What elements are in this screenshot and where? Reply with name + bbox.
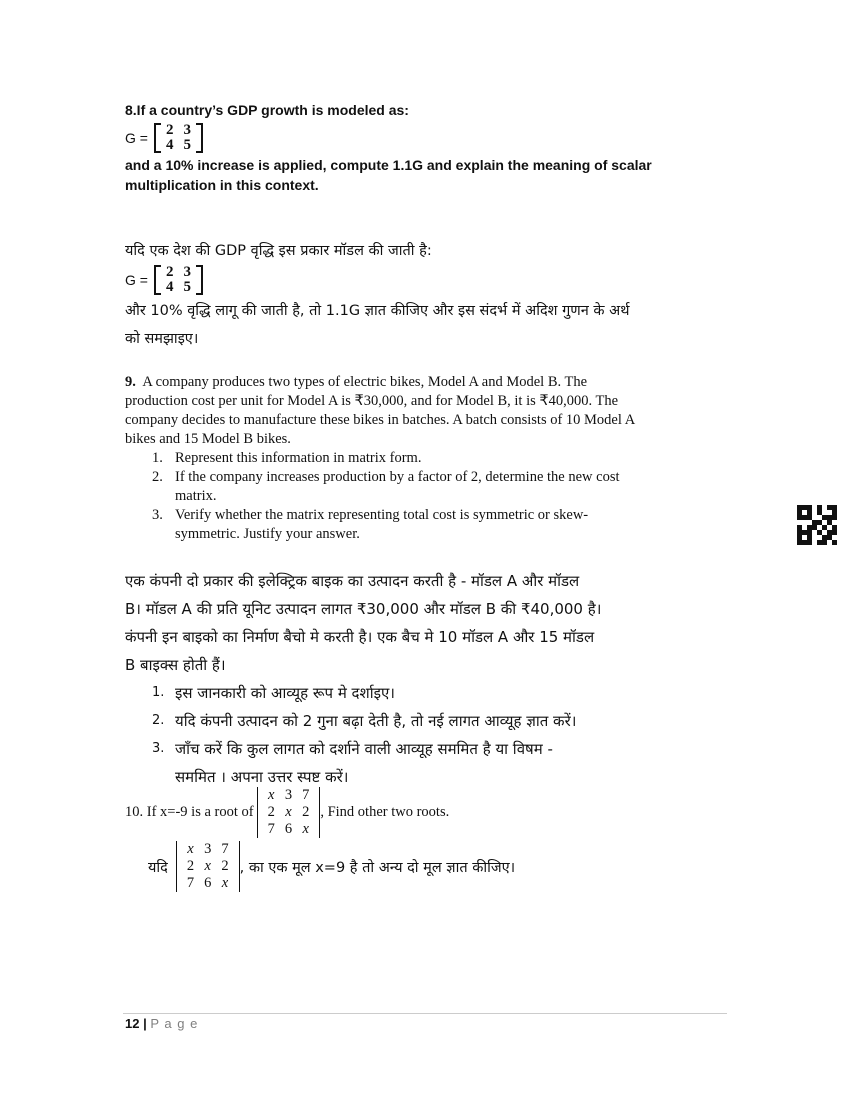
- q9-hi-item: [125, 735, 725, 763]
- cell: 6: [204, 875, 212, 891]
- q9-en-item-cont: symmetric. Justify your answer.: [175, 526, 360, 542]
- cell: 3: [183, 264, 191, 280]
- q10-en-row: [125, 787, 449, 838]
- q10-en-prefix: 10. If x=-9 is a root of: [125, 804, 254, 820]
- q9-hi-line: एक कंपनी दो प्रकार की इलेक्ट्रिक बाइक का उत्पादन करती है - मॉडल A और मॉडल: [125, 572, 580, 590]
- item-text: Verify whether the matrix representing total cost is symmetric or skew-: [175, 507, 589, 523]
- item-text: इस जानकारी को आव्यूह रूप मे दर्शाइए।: [175, 684, 395, 702]
- q9-en-line: company decides to manufacture these bikes in batches. A batch consists of 10 Model A: [125, 412, 636, 428]
- q10-hi-prefix: यदि: [148, 859, 168, 876]
- item-number: 3.: [152, 507, 163, 523]
- cell: 6: [284, 821, 293, 837]
- q10-determinant: [176, 841, 240, 892]
- item-number: 2.: [152, 469, 163, 485]
- cell: 2: [302, 804, 310, 820]
- q9-hi-line: B बाइक्स होती हैं।: [125, 656, 226, 674]
- page-number: 12: [125, 1016, 140, 1031]
- cell: 3: [284, 787, 293, 803]
- q8-en-line1: 8.If a country’s GDP growth is modeled as:: [125, 102, 409, 118]
- q9-en-item: [125, 449, 725, 468]
- cell: x: [302, 821, 309, 837]
- item-text: If the company increases production by a factor of 2, determine the new cost: [175, 469, 620, 485]
- q9-en-line: bikes and 15 Model B bikes.: [125, 431, 291, 447]
- item-text: Represent this information in matrix form.: [175, 450, 422, 466]
- cell: 4: [165, 137, 174, 153]
- q9-hi-item: [125, 679, 725, 707]
- qr-code-icon: [797, 505, 837, 545]
- qr-module: [832, 540, 837, 545]
- cell: 2: [221, 858, 229, 874]
- item-number: 1.: [152, 685, 165, 700]
- q10-hi-row: [148, 841, 515, 892]
- page-footer: [125, 1016, 198, 1031]
- cell: 7: [186, 875, 195, 891]
- page-separator: |: [143, 1016, 147, 1031]
- cell: x: [285, 804, 292, 820]
- q9-hi-block: [125, 567, 725, 791]
- q9-en-line: A company produces two types of electric bikes, Model A and Model B. The: [142, 374, 588, 390]
- q10-hi-suffix: , का एक मूल x=9 है तो अन्य दो मूल ज्ञात कीजिए।: [239, 859, 516, 876]
- q8-en-line2: and a 10% increase is applied, compute 1.1G and explain the meaning of scalar: [125, 157, 652, 173]
- gdp-matrix: [154, 123, 203, 153]
- item-number: 1.: [152, 450, 163, 466]
- q8-hi-line1: यदि एक देश की GDP वृद्धि इस प्रकार मॉडल की जाती है:: [125, 243, 432, 259]
- item-number: 2.: [152, 713, 165, 728]
- q9-hi-line: कंपनी इन बाइको का निर्माण बैचो मे करती है। एक बैच मे 10 मॉडल A और 15 मॉडल: [125, 628, 595, 646]
- page-word: P a g e: [150, 1016, 199, 1031]
- item-text: यदि कंपनी उत्पादन को 2 गुना बढ़ा देती है, तो नई लागत आव्यूह ज्ञात करें।: [175, 712, 577, 730]
- cell: 7: [302, 787, 310, 803]
- q9-number: 9.: [125, 374, 136, 390]
- cell: 7: [221, 841, 229, 857]
- cell: x: [187, 841, 194, 857]
- q9-en-item: [125, 468, 725, 487]
- cell: x: [268, 787, 275, 803]
- q9-en-block: [125, 373, 725, 544]
- q9-hi-item-cont: सममित । अपना उत्तर स्पष्ट करें।: [175, 768, 349, 786]
- item-text: जाँच करें कि कुल लागत को दर्शाने वाली आव्यूह सममित है या विषम -: [175, 740, 553, 758]
- g-label: G =: [125, 272, 148, 288]
- cell: 3: [204, 841, 212, 857]
- q9-en-item-cont: matrix.: [175, 488, 217, 504]
- q10-determinant: [257, 787, 321, 838]
- cell: x: [221, 875, 229, 891]
- cell: 4: [165, 279, 174, 295]
- gdp-matrix: [154, 265, 203, 295]
- q10-en-suffix: , Find other two roots.: [320, 804, 450, 820]
- cell: 5: [183, 279, 191, 295]
- cell: 2: [186, 858, 195, 874]
- cell: 7: [267, 821, 275, 837]
- q8-en-matrix-row: [125, 123, 203, 153]
- q9-en-line: production cost per unit for Model A is ₹30,000, and for Model B, it is ₹40,000. The: [125, 393, 619, 409]
- q8-en-line3: multiplication in this context.: [125, 177, 319, 193]
- cell: x: [204, 858, 211, 874]
- q8-hi-line2: और 10% वृद्धि लागू की जाती है, तो 1.1G ज्ञात कीजिए और इस संदर्भ में अदिश गुणन के अर्थ: [125, 303, 630, 319]
- g-label: G =: [125, 130, 148, 146]
- cell: 2: [165, 122, 174, 138]
- cell: 3: [183, 122, 191, 138]
- item-number: 3.: [152, 741, 165, 756]
- cell: 2: [165, 264, 174, 280]
- q9-en-item: [125, 506, 725, 525]
- cell: 5: [183, 137, 191, 153]
- footer-divider: [123, 1013, 727, 1014]
- cell: 2: [267, 804, 275, 820]
- q9-hi-item: [125, 707, 725, 735]
- q9-hi-line: B। मॉडल A की प्रति यूनिट उत्पादन लागत ₹30,000 और मॉडल B की ₹40,000 है।: [125, 600, 602, 618]
- q8-hi-matrix-row: [125, 265, 203, 295]
- q8-hi-line3: को समझाइए।: [125, 331, 199, 347]
